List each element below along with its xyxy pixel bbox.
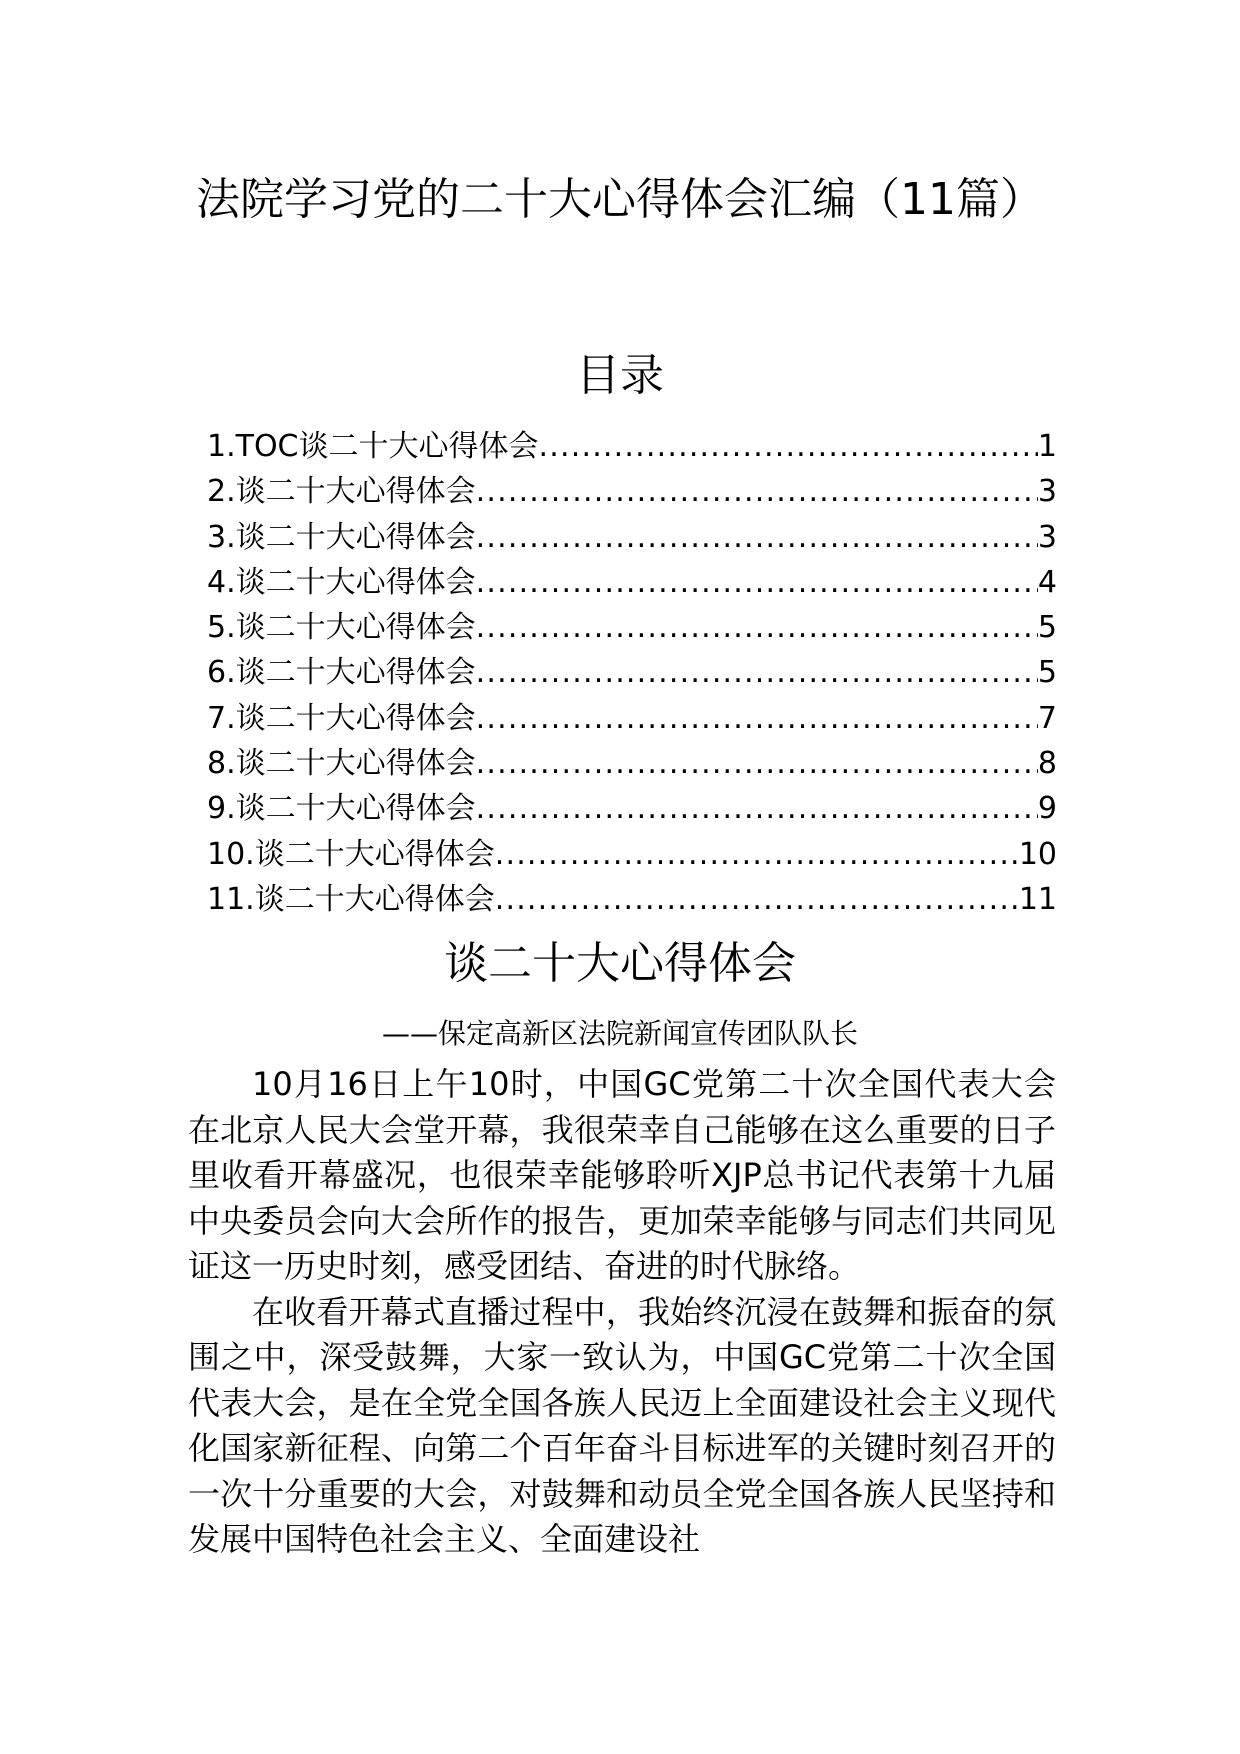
toc-entry-label: 2.谈二十大心得体会 [207, 474, 476, 510]
toc-entry-label: 4.谈二十大心得体会 [207, 564, 476, 600]
toc-entry[interactable] [207, 605, 1057, 650]
table-of-contents [207, 424, 1057, 922]
toc-entry[interactable] [207, 786, 1057, 831]
toc-entry[interactable] [207, 469, 1057, 514]
article-subtitle: ——保定高新区法院新闻宣传团队队长 [381, 1017, 858, 1050]
toc-dot-leader [476, 605, 1038, 650]
toc-entry-label: 11.谈二十大心得体会 [207, 881, 495, 917]
article-title: 谈二十大心得体会 [444, 938, 796, 989]
document-title-text: 法院学习党的二十大心得体会汇编（11篇） [196, 174, 1044, 225]
article-body [188, 1062, 1056, 1563]
document-title [160, 160, 1080, 240]
toc-entry-page-number: 8 [1037, 746, 1057, 782]
toc-dot-leader [476, 515, 1038, 560]
toc-entry-page-number: 5 [1037, 610, 1057, 646]
toc-entry[interactable] [207, 696, 1057, 741]
toc-dot-leader [476, 560, 1038, 605]
toc-entry-page-number: 1 [1037, 429, 1057, 464]
toc-entry[interactable] [207, 560, 1057, 605]
toc-dot-leader [495, 832, 1019, 877]
toc-dot-leader [476, 650, 1038, 695]
toc-dot-leader [476, 786, 1038, 831]
toc-entry[interactable] [207, 741, 1057, 786]
toc-entry[interactable] [207, 515, 1057, 560]
toc-dot-leader [495, 877, 1019, 922]
toc-entry[interactable] [207, 424, 1057, 469]
toc-entry-label: 3.谈二十大心得体会 [207, 519, 476, 555]
toc-entry-page-number: 3 [1037, 519, 1057, 555]
toc-entry-page-number: 7 [1037, 700, 1057, 736]
body-paragraph: 在收看开幕式直播过程中，我始终沉浸在鼓舞和振奋的氛围之中，深受鼓舞，大家一致认为，中国GC党第二十次全国代表大会，是在全党全国各族人民迈上全面建设社会主义现代化国家新征程、向第二个百年奋斗目标进军的关键时刻召开的一次十分重要的大会，对鼓舞和动员全党全国各族人民坚持和发展中国特色社会主义、全面建设社 [188, 1292, 1056, 1558]
toc-entry-label: 6.谈二十大心得体会 [207, 655, 476, 691]
toc-dot-leader [476, 696, 1038, 741]
toc-entry-page-number: 5 [1037, 655, 1057, 691]
toc-entry-label: 5.谈二十大心得体会 [207, 610, 476, 646]
toc-entry[interactable] [207, 650, 1057, 695]
toc-dot-leader [476, 741, 1038, 786]
toc-dot-leader [539, 424, 1038, 469]
toc-entry-label: 1.TOC谈二十大心得体会 [207, 429, 539, 464]
toc-entry-label: 7.谈二十大心得体会 [207, 700, 476, 736]
toc-entry[interactable] [207, 832, 1057, 877]
toc-entry-label: 8.谈二十大心得体会 [207, 746, 476, 782]
toc-heading: 目录 [576, 350, 664, 401]
toc-dot-leader [476, 469, 1038, 514]
toc-entry-page-number: 4 [1037, 564, 1057, 600]
toc-entry-page-number: 9 [1037, 791, 1057, 827]
toc-entry-page-number: 10 [1018, 836, 1057, 872]
body-paragraph: 10月16日上午10时，中国GC党第二十次全国代表大会在北京人民大会堂开幕，我很荣幸自己能够在这么重要的日子里收看开幕盛况，也很荣幸能够聆听XJP总书记代表第十九届中央委员会向大会所作的报告，更加荣幸能够与同志们共同见证这一历史时刻，感受团结、奋进的时代脉络。 [188, 1065, 1056, 1285]
toc-entry[interactable] [207, 877, 1057, 922]
toc-entry-label: 9.谈二十大心得体会 [207, 791, 476, 827]
toc-entry-page-number: 11 [1018, 881, 1057, 917]
toc-entry-page-number: 3 [1037, 474, 1057, 510]
toc-entry-label: 10.谈二十大心得体会 [207, 836, 495, 872]
